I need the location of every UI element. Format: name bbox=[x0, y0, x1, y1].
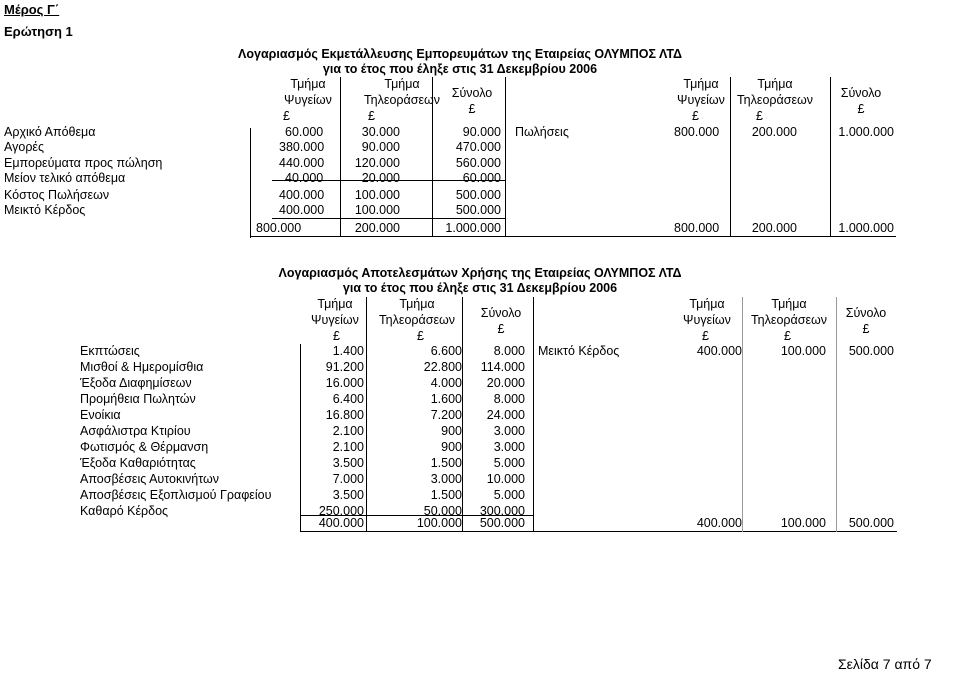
fridges-value: 40.000 bbox=[285, 171, 324, 185]
fridges-value: 2.100 bbox=[332, 424, 364, 438]
fridges-value: 250.000 bbox=[318, 504, 364, 518]
row-label: Κόστος Πωλήσεων bbox=[4, 188, 110, 202]
row-label: Καθαρό Κέρδος bbox=[80, 504, 169, 518]
total-rule-top bbox=[300, 515, 533, 516]
credit-total-sum: 500.000 bbox=[848, 516, 894, 530]
fridges-value: 380.000 bbox=[279, 140, 325, 154]
tvs-value: 120.000 bbox=[354, 156, 400, 170]
column-divider bbox=[730, 77, 731, 237]
fridges-value: 3.500 bbox=[332, 488, 364, 502]
total-value: 500.000 bbox=[455, 188, 501, 202]
total-value: 1.000.000 bbox=[838, 125, 894, 139]
credit-total-fridges: 400.000 bbox=[696, 516, 742, 530]
row-label: Προμήθεια Πωλητών bbox=[80, 392, 196, 406]
row-label: Εμπορεύματα προς πώληση bbox=[4, 156, 163, 170]
pl-subtitle: για το έτος που έληξε στις 31 Δεκεμβρίου 2006 bbox=[342, 281, 618, 295]
tvs-value: 4.000 bbox=[430, 376, 462, 390]
tvs-value: 50.000 bbox=[423, 504, 462, 518]
row-label: Μείον τελικό απόθεμα bbox=[4, 171, 126, 185]
hdr-pound: £ bbox=[283, 109, 290, 123]
row-label: Μισθοί & Ημερομίσθια bbox=[80, 360, 204, 374]
tvs-value: 1.500 bbox=[430, 488, 462, 502]
fridges-value: 400.000 bbox=[696, 344, 742, 358]
fridges-value: 91.200 bbox=[325, 360, 364, 374]
hdr-dept: Τμήμα bbox=[317, 297, 353, 311]
hdr-fridges: Ψυγείων bbox=[284, 93, 332, 107]
fridges-value: 16.000 bbox=[325, 376, 364, 390]
row-label: Έξοδα Καθαριότητας bbox=[80, 456, 196, 470]
hdr-total: Σύνολο bbox=[451, 86, 493, 100]
row-label: Έξοδα Διαφημίσεων bbox=[80, 376, 192, 390]
fridges-value: 1.400 bbox=[332, 344, 364, 358]
hdr-fridges: Ψυγείων bbox=[311, 313, 359, 327]
hdr-tvs: Τηλεοράσεων bbox=[750, 313, 828, 327]
total-value: 10.000 bbox=[486, 472, 525, 486]
trading-title: Λογαριασμός Εκμετάλλευσης Εμπορευμάτων της Εταιρείας ΟΛΥΜΠΟΣ ΛΤΔ bbox=[238, 47, 682, 61]
pl-title: Λογαριασμός Αποτελεσμάτων Χρήσης της Εταιρείας ΟΛΥΜΠΟΣ ΛΤΔ bbox=[278, 266, 682, 280]
row-label: Αρχικό Απόθεμα bbox=[4, 125, 96, 139]
row-label: Αποσβέσεις Αυτοκινήτων bbox=[80, 472, 219, 486]
row-label: Μεικτό Κέρδος bbox=[538, 344, 620, 358]
total-value: 3.000 bbox=[493, 424, 525, 438]
column-divider bbox=[533, 297, 534, 532]
trading-subtitle: για το έτος που έληξε στις 31 Δεκεμβρίου 2006 bbox=[322, 62, 598, 76]
tvs-value: 200.000 bbox=[751, 125, 797, 139]
hdr-total: Σύνολο bbox=[840, 86, 882, 100]
hdr-pound: £ bbox=[417, 329, 424, 343]
column-divider bbox=[830, 77, 831, 237]
total-value: 500.000 bbox=[455, 203, 501, 217]
tvs-value: 20.000 bbox=[361, 171, 400, 185]
total-value: 560.000 bbox=[455, 156, 501, 170]
total-value: 60.000 bbox=[462, 171, 501, 185]
row-label: Πωλήσεις bbox=[515, 125, 569, 139]
column-divider bbox=[742, 297, 743, 532]
tvs-value: 90.000 bbox=[361, 140, 400, 154]
fridges-value: 2.100 bbox=[332, 440, 364, 454]
debit-total-fridges: 800.000 bbox=[256, 221, 302, 235]
column-divider bbox=[340, 77, 341, 237]
credit-total-fridges: 800.000 bbox=[674, 221, 720, 235]
tvs-value: 22.800 bbox=[423, 360, 462, 374]
hdr-pound: £ bbox=[468, 102, 476, 116]
row-label: Φωτισμός & Θέρμανση bbox=[80, 440, 209, 454]
column-divider bbox=[462, 297, 463, 532]
hdr-tvs: Τηλεοράσεων bbox=[736, 93, 814, 107]
column-divider bbox=[250, 128, 251, 238]
total-value: 500.000 bbox=[848, 344, 894, 358]
hdr-dept: Τμήμα bbox=[384, 77, 420, 91]
hdr-dept: Τμήμα bbox=[689, 297, 725, 311]
column-divider bbox=[505, 77, 506, 237]
column-divider bbox=[300, 344, 301, 532]
total-value: 5.000 bbox=[493, 456, 525, 470]
fridges-value: 7.000 bbox=[332, 472, 364, 486]
total-rule-bottom bbox=[250, 236, 896, 237]
fridges-value: 3.500 bbox=[332, 456, 364, 470]
row-label: Εκπτώσεις bbox=[80, 344, 140, 358]
total-value: 3.000 bbox=[493, 440, 525, 454]
hdr-pound: £ bbox=[756, 109, 763, 123]
hdr-dept: Τμήμα bbox=[757, 77, 793, 91]
page-number: Σελίδα 7 από 7 bbox=[838, 656, 932, 672]
credit-total-tvs: 100.000 bbox=[780, 516, 826, 530]
hdr-dept: Τμήμα bbox=[290, 77, 326, 91]
tvs-value: 1.600 bbox=[430, 392, 462, 406]
debit-total-tvs: 200.000 bbox=[354, 221, 400, 235]
fridges-value: 60.000 bbox=[285, 125, 324, 139]
total-value: 470.000 bbox=[455, 140, 501, 154]
tvs-value: 30.000 bbox=[361, 125, 400, 139]
row-label: Ασφάλιστρα Κτιρίου bbox=[80, 424, 191, 438]
debit-total-tvs: 100.000 bbox=[416, 516, 462, 530]
row-label: Αποσβέσεις Εξοπλισμού Γραφείου bbox=[80, 488, 272, 502]
debit-total-sum: 1.000.000 bbox=[445, 221, 501, 235]
hdr-fridges: Ψυγείων bbox=[683, 313, 731, 327]
total-value: 90.000 bbox=[462, 125, 501, 139]
fridges-value: 400.000 bbox=[279, 203, 325, 217]
row-label: Μεικτό Κέρδος bbox=[4, 203, 86, 217]
column-divider bbox=[366, 297, 367, 532]
hdr-pound: £ bbox=[857, 102, 865, 116]
hdr-pound: £ bbox=[497, 322, 505, 336]
fridges-value: 16.800 bbox=[325, 408, 364, 422]
tvs-value: 1.500 bbox=[430, 456, 462, 470]
tvs-value: 100.000 bbox=[780, 344, 826, 358]
credit-total-sum: 1.000.000 bbox=[838, 221, 894, 235]
total-rule-top bbox=[272, 218, 506, 219]
tvs-value: 6.600 bbox=[430, 344, 462, 358]
hdr-pound: £ bbox=[702, 329, 709, 343]
hdr-tvs: Τηλεοράσεων bbox=[378, 313, 456, 327]
tvs-value: 3.000 bbox=[430, 472, 462, 486]
total-value: 300.000 bbox=[479, 504, 525, 518]
question-heading: Ερώτηση 1 bbox=[4, 24, 73, 39]
tvs-value: 900 bbox=[441, 440, 462, 454]
fridges-value: 6.400 bbox=[332, 392, 364, 406]
hdr-total: Σύνολο bbox=[845, 306, 887, 320]
credit-total-tvs: 200.000 bbox=[751, 221, 797, 235]
subtotal-rule bbox=[272, 180, 506, 181]
total-value: 5.000 bbox=[493, 488, 525, 502]
fridges-value: 440.000 bbox=[279, 156, 325, 170]
debit-total-sum: 500.000 bbox=[479, 516, 525, 530]
hdr-pound: £ bbox=[862, 322, 870, 336]
column-divider bbox=[432, 77, 433, 237]
total-value: 114.000 bbox=[480, 360, 525, 374]
total-value: 8.000 bbox=[493, 344, 525, 358]
hdr-dept: Τμήμα bbox=[399, 297, 435, 311]
hdr-dept: Τμήμα bbox=[683, 77, 719, 91]
total-value: 20.000 bbox=[486, 376, 525, 390]
hdr-total: Σύνολο bbox=[480, 306, 522, 320]
hdr-dept: Τμήμα bbox=[771, 297, 807, 311]
fridges-value: 400.000 bbox=[279, 188, 325, 202]
hdr-pound: £ bbox=[368, 109, 375, 123]
tvs-value: 7.200 bbox=[430, 408, 462, 422]
tvs-value: 100.000 bbox=[354, 188, 400, 202]
hdr-tvs: Τηλεοράσεων bbox=[363, 93, 441, 107]
total-value: 24.000 bbox=[486, 408, 525, 422]
hdr-pound: £ bbox=[333, 329, 340, 343]
total-rule-bottom bbox=[300, 531, 897, 532]
row-label: Ενοίκια bbox=[80, 408, 121, 422]
row-label: Αγορές bbox=[4, 140, 45, 154]
fridges-value: 800.000 bbox=[674, 125, 720, 139]
debit-total-fridges: 400.000 bbox=[318, 516, 364, 530]
hdr-pound: £ bbox=[692, 109, 699, 123]
tvs-value: 100.000 bbox=[354, 203, 400, 217]
column-divider bbox=[836, 297, 837, 532]
tvs-value: 900 bbox=[441, 424, 462, 438]
hdr-fridges: Ψυγείων bbox=[677, 93, 725, 107]
part-heading: Μέρος Γ΄ bbox=[4, 2, 60, 17]
hdr-pound: £ bbox=[784, 329, 791, 343]
total-value: 8.000 bbox=[493, 392, 525, 406]
